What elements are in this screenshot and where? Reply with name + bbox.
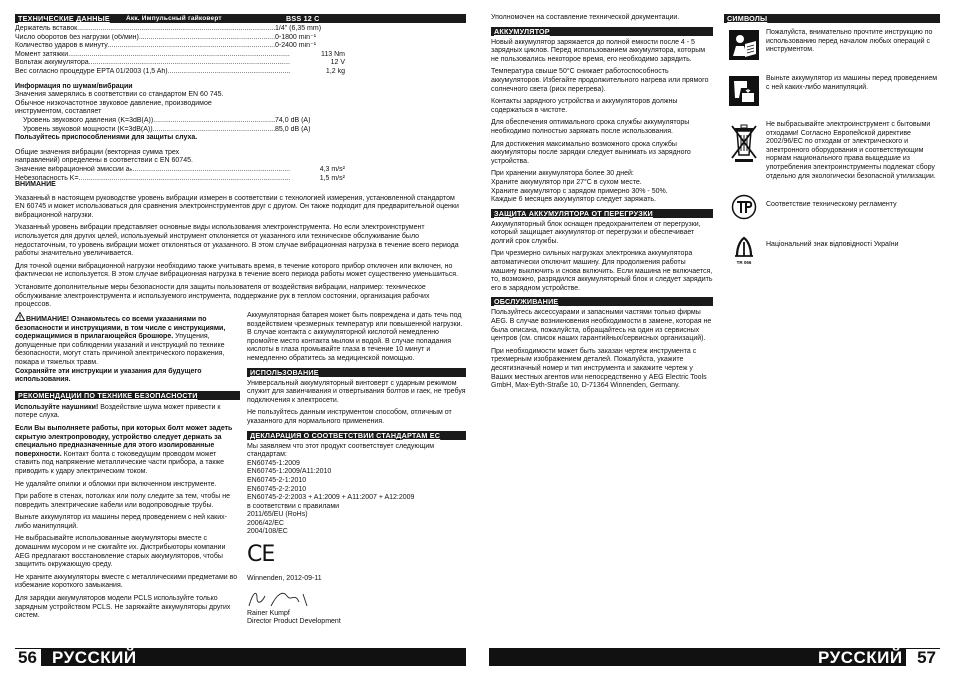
warning-block: ВНИМАНИЕ! Ознакомьтесь со всеми указаниями по безопасности и инструкциями, в том числе с инструкциями, содержащимися в прилагающейся брошюре. Упущения, допущенные при соблюдении указаний и инструкций по технике безопасности, могут стать причиной электрического поражения, пожара и тяжелых травм. Сохраняйте эти инструкции и указания для будущего использования. xyxy=(15,312,240,385)
safety-para: Не храните аккумуляторы вместе с металлическими предметами во избежание короткого замыкания. xyxy=(15,573,238,590)
right-col-1 xyxy=(491,14,713,395)
right-page-number: 57 xyxy=(906,649,940,667)
left-language: РУССКИЙ xyxy=(52,648,137,667)
safety-para: Для зарядки аккумуляторов модели PCLS используйте только зарядным устройством PCLS. Не заряжайте аккумуляторы других систем. xyxy=(15,595,231,620)
symbol-text: Національний знак відповідності України xyxy=(766,241,899,249)
battery-header: АККУМУЛЯТОР xyxy=(491,27,713,36)
signature xyxy=(247,588,466,610)
tr-code: TR 066 xyxy=(736,260,752,266)
service-para: При необходимости может быть заказан чертеж инструмента с трехмерным изображением деталей. Пожалуйста, укажите десятизначный номер и тип инструмента и закажите чертеж у Ваших местных агентов или непосредственно у AEG Electric Tools GmbH, Max-Eyth-Straße 10, D-71364 Winnenden, Germany. xyxy=(491,347,707,390)
place-date: Winnenden, 2012-09-11 xyxy=(247,575,322,583)
battery-para: Температура свыше 50°C снижает работоспособность аккумуляторов. Избегайте продолжительного нагрева или прямого солнечного света (риск перегрева). xyxy=(491,68,709,93)
spec-row: Вес согласно процедуре EPTA 01/2003 (1,5 Ah) ..... 1,2 kg xyxy=(15,68,345,77)
symbol-row xyxy=(724,29,940,61)
vibration-intro: Общие значения вибрации (векторная сумма трех направлений) определены в соответствии с EN 60745. xyxy=(15,148,193,165)
noise-title: Информация по шумам/вибрации xyxy=(15,82,133,90)
standard-item: EN60745-1:2009/A11:2010 xyxy=(247,468,332,476)
left-page xyxy=(15,14,466,23)
tech-data-title: ТЕХНИЧЕСКИЕ ДАННЫЕ xyxy=(18,14,110,23)
service-header: ОБСЛУЖИВАНИЕ xyxy=(491,297,713,306)
tech-data-model: BSS 12 C xyxy=(286,14,320,23)
symbol-text: Выньте аккумулятор из машины перед проведением с ней каких-либо манипуляций. xyxy=(766,75,938,91)
symbol-row xyxy=(724,233,940,269)
safety-para: Не выбрасывайте использованные аккумуляторы вместе с домашним мусором и не сжигайте их. Дистрибьюторы компании AEG предлагают восстановление старых аккумуляторов, чтобы защитить окружающую среду. xyxy=(15,535,226,569)
left-page-number: 56 xyxy=(15,649,41,667)
standard-item: 2006/42/EC xyxy=(247,519,284,527)
standard-item: EN60745-1:2009 xyxy=(247,459,300,467)
tech-data-subtitle: Акк. Импульсный гайковерт xyxy=(126,15,222,22)
use-header: ИСПОЛЬЗОВАНИЕ xyxy=(247,368,466,377)
symbol-row xyxy=(724,191,940,223)
ce-mark: CE xyxy=(247,542,275,568)
mid-col-lower xyxy=(247,312,466,627)
attention-para: Установите дополнительные меры безопасности для защиты пользователя от воздействия вибрации, например: техническое обслуживание электроинструмента и используемого инструмента, поддержание рук в теплом состоянии, организация рабочих процессов. xyxy=(15,283,430,309)
attention-block xyxy=(15,181,466,314)
battery-para: Новый аккумулятор заряжается до полной емкости после 4 - 5 зарядных циклов. Перед использованием аккумулятора, которым не пользовались некоторое время, его необходимо зарядить. xyxy=(491,38,706,63)
read-manual-icon xyxy=(724,29,764,61)
keep-instructions: Сохраняйте эти инструкции и указания для будущего использования. xyxy=(15,367,202,384)
noise-row: Уровень звуковой мощности (K=3dB(A)) ..... 85,0 dB (A) xyxy=(15,126,345,135)
symbol-row xyxy=(724,121,940,181)
right-language: РУССКИЙ xyxy=(818,648,903,667)
standard-item: EN60745-2-1:2010 xyxy=(247,476,307,484)
standard-item: 2004/108/EC xyxy=(247,528,288,536)
symbols-col xyxy=(724,14,940,283)
standard-item: в соответствии с правилами xyxy=(247,502,340,510)
standard-item: EN60745-2-2:2010 xyxy=(247,485,307,493)
safety-header: РЕКОМЕНДАЦИИ ПО ТЕХНИКЕ БЕЗОПАСНОСТИ xyxy=(15,391,240,400)
battery-storage-para: При хранении аккумулятора более 30 дней: Храните аккумулятор при 27°C в сухом месте. Храните аккумулятор с зарядом примерно 30% - 50%. Каждые 6 месяцев аккумулятор следует заряжать. xyxy=(491,170,668,204)
attention-para: Для точной оценки вибрационной нагрузки необходимо также учитывать время, в течение которого прибор отключен или включен, но фактически не используется. В этом случае вибрационная нагрузка в течение всего периода работы может существенно уменьшиться. xyxy=(15,262,459,279)
standard-item: 2011/65/EU (RoHs) xyxy=(247,511,308,519)
symbol-text: Соответствие техническому регламенту xyxy=(766,201,897,209)
tech-data-header xyxy=(15,14,466,23)
standard-item: EN60745-2-2:2003 + A1:2009 + A11:2007 + A12:2009 xyxy=(247,494,415,502)
spec-row: Момент затяжки ..... 113 Nm xyxy=(15,51,345,60)
overload-header: ЗАЩИТА АККУМУЛЯТОРА ОТ ПЕРЕГРУЗКИ xyxy=(491,209,713,218)
safety-para: Не удаляйте опилки и обломки при включенном инструменте. xyxy=(15,480,217,488)
spec-row: Количество ударов в минуту ..... 0-2400 min⁻¹ xyxy=(15,42,345,51)
attention-para: Указанный уровень вибрации представляет основные виды использования электроинструмента. Но если электроинструмент используется для других целей, используемый инструмент отклоняется от указанного или техническое обслуживание было недостаточным, то уровень вибрации может отклоняться от указанного. В этом случае вибрационная нагрузка в течение всего периода работы значительно увеличивается. xyxy=(15,224,459,258)
attention-title: ВНИМАНИЕ xyxy=(15,181,56,188)
battery-para: Для обеспечения оптимального срока службы аккумуляторы необходимо полностью заряжать после использования. xyxy=(491,119,690,135)
eac-conformity-icon xyxy=(724,191,764,223)
attention-para: Указанный в настоящем руководстве уровень вибрации измерен в соответствии с технологией измерения, установленной стандартом EN 60745 и может использоваться для сравнения электроинструментов друг с другом. Он также подходит для предварительной оценки вибрационной нагрузки. xyxy=(15,194,459,219)
symbol-text: Пожалуйста, внимательно прочтите инструкцию по использованию перед началом любых операций с инструментом. xyxy=(766,29,933,54)
battery-para: Контакты зарядного устройства и аккумуляторов должны содержаться в чистоте. xyxy=(491,98,678,114)
crossed-bin-icon xyxy=(724,121,764,165)
remove-battery-icon xyxy=(724,75,764,107)
noise-row: Уровень звукового давления (K=3dB(A)) ..... 74,0 dB (A) xyxy=(15,117,345,126)
declaration-header: ДЕКЛАРАЦИЯ О СООТВЕТСТВИИ СТАНДАРТАМ ЕС xyxy=(247,431,466,440)
symbol-text: Не выбрасывайте электроинструмент с бытовыми отходами! Согласно Европейской директиве 2002/96/EC по отходам от электрического и электронного оборудования и соответствующим нормам национального права выщедшие из употребления электроинструменты подлежат сбору отдельно для экологически безопасной утилизации. xyxy=(766,121,936,180)
declaration-intro: Мы заявляем что этот продукт соответствует следующим стандартам: xyxy=(247,442,435,459)
ukraine-conformity-icon xyxy=(724,233,764,269)
spec-row: Число оборотов без нагрузки (об/мин) ..... 0-1800 min⁻¹ xyxy=(15,34,345,43)
specs-block xyxy=(15,25,345,183)
use-para: Не пользуйтесь данным инструментом способом, отличным от указанного для нормального применения. xyxy=(247,409,452,425)
safety-para: Используйте наушники! Воздействие шума может привести к потере слуха. xyxy=(15,403,221,420)
battery-damage-para: Аккумуляторная батарея может быть повреждена и дать течь под воздействием чрезмерных температур или повышенной нагрузки. В случае контакта с аккумуляторной кислотой немедленно промойте место контакта мылом и водой. В случае попадания кислоты в глаза промывайте глаза в течение 10 минут и немедленно обратитесь за медицинской помощью. xyxy=(247,312,463,362)
signer-name: Rainer Kumpf xyxy=(247,609,290,617)
symbol-row xyxy=(724,75,940,107)
service-para: Пользуйтесь аксессуарами и запасными частями только фирмы AEG. В случае возникновения необходимости в замене, которая не была описана, пожалуйста, обращайтесь на один из сервисных центров (см. список наших гарантийных/сервисных организаций). xyxy=(491,309,712,343)
symbols-header: СИМВОЛЫ xyxy=(724,14,940,23)
vibration-row: Небезопасность K= ..... 1,5 m/s² xyxy=(15,175,345,184)
safety-para: При работе в стенах, потолках или полу следите за тем, чтобы не повредить электрические кабели или водопроводные трубы. xyxy=(15,493,231,509)
safety-para: Выньте аккумулятор из машины перед проведением с ней каких-либо манипуляций. xyxy=(15,514,227,530)
battery-para: Для достижения максимально возможного срока службы аккумуляторы после зарядки следует вынимать из зарядного устройства. xyxy=(491,140,691,165)
left-col-lower xyxy=(15,312,240,625)
spec-row: Вольтаж аккумулятора ..... 12 V xyxy=(15,59,345,68)
hearing-protection: Пользуйтесь приспособлениями для защиты слуха. xyxy=(15,134,198,142)
signer-title: Director Product Development xyxy=(247,618,341,626)
spec-row: Держатель вставок ..... 1/4" (6,35 mm) xyxy=(15,25,345,34)
vibration-row: Значение вибрационной эмиссии aₕ ..... 4,3 m/s² xyxy=(15,166,345,175)
overload-para: При чрезмерно сильных нагрузках электроника аккумулятора автоматически отключит машину. Для продолжения работы машину выключить и снова включить. Если машина не включается, то, возможно, разрядился аккумуляторный блок и следует зарядить его в зарядном устройстве. xyxy=(491,250,713,292)
warning-triangle-icon xyxy=(15,312,26,325)
authorized-docs: Уполномочен на составление технической документации. xyxy=(491,14,680,21)
use-para: Универсальный аккумуляторный винтоверт с ударным режимом служит для завинчивания и отвертывания болтов и гаек, не требуя подключения к электросети. xyxy=(247,379,466,404)
noise-intro: Значения замерялись в соответствии со стандартом EN 60 745. Обычное низкочастотное звуковое давление, производимое инструментом, составляет xyxy=(15,91,224,116)
safety-para: Если Вы выполняете работы, при которых болт может задеть скрытую электропроводку, устройство следует держать за специально предназначенные для этого изолированные поверхности. Контакт болта с токоведущим проводом может ставить под напряжение металлические части прибора, а также приводить к удару электрическим током. xyxy=(15,424,233,475)
overload-para: Аккумуляторный блок оснащен предохранителем от перегрузки, который защищает аккумулятор от перегрузки и обеспечивает долгий срок службы. xyxy=(491,220,701,245)
